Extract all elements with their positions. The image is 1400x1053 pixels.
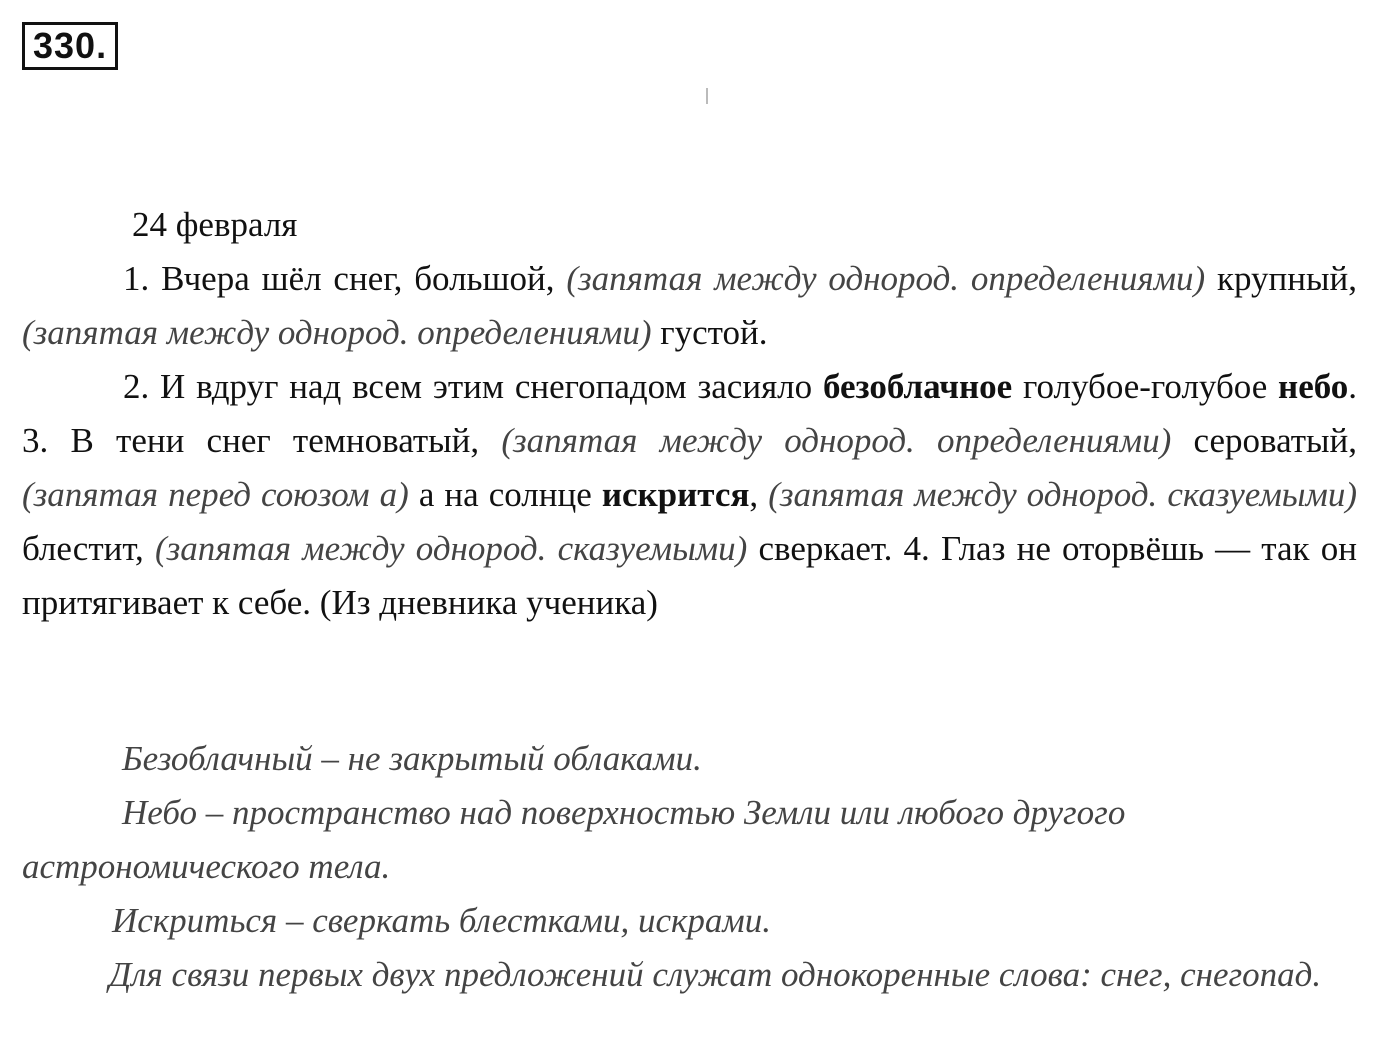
definition: Безоблачный – не закрытый облаками.	[122, 739, 702, 778]
punctuation-note: (запятая между однород. сказуемыми)	[155, 529, 748, 568]
punctuation-note: (запятая перед союзом а)	[22, 475, 409, 514]
definition: Для связи первых двух предложений служат однокоренные слова: снег, снегопад.	[109, 955, 1322, 994]
text-fragment: сверкает. 4. Глаз не оторвёшь — так он притягивает к себе. (Из дневника ученика)	[22, 529, 1357, 622]
text-fragment: 2. И вдруг над всем этим снегопадом засияло	[123, 367, 813, 406]
sentence-1-start: 1. Вчера шёл снег, большой,	[123, 259, 555, 298]
definition: Искриться – сверкать блестками, искрами.	[112, 901, 771, 940]
paragraph-1	[22, 252, 1357, 360]
bold-word: небо	[1278, 367, 1349, 406]
text-fragment: сероватый,	[1193, 421, 1358, 460]
exercise-text	[22, 198, 1357, 630]
punctuation-note: (запятая между однород. определениями)	[22, 313, 652, 352]
exercise-number: 330.	[22, 22, 118, 70]
paragraph-2	[22, 360, 1357, 630]
text-fragment: ,	[749, 475, 759, 514]
text-fragment: . 3. В тени снег темноватый,	[22, 367, 1358, 460]
scan-mark	[706, 88, 708, 104]
definitions	[22, 732, 1357, 1002]
punctuation-note: (запятая между однород. сказуемыми)	[768, 475, 1358, 514]
text-fragment: голубое-голубое	[1022, 367, 1268, 406]
text-fragment: крупный,	[1217, 259, 1357, 298]
punctuation-note: (запятая между однород. определениями)	[501, 421, 1172, 460]
text-fragment: а на солнце	[418, 475, 592, 514]
bold-word: безоблачное	[822, 367, 1013, 406]
bold-word: искрится	[601, 475, 750, 514]
text-fragment: блестит,	[22, 529, 144, 568]
punctuation-note: (запятая между однород. определениями)	[566, 259, 1206, 298]
definition: Небо – пространство над поверхностью Земли или любого другого астрономического тела.	[22, 793, 1126, 886]
text-fragment: густой.	[660, 313, 768, 352]
date-line: 24 февраля	[132, 205, 298, 244]
